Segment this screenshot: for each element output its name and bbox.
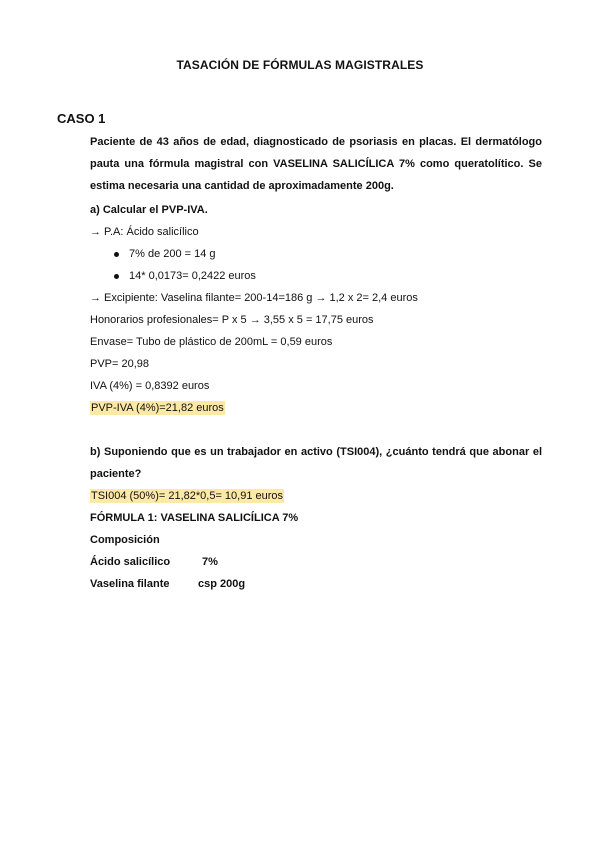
part-b-question: b) Suponiendo que es un trabajador en activo (TSI004), ¿cuánto tendrá que abonar el paciente?	[90, 446, 542, 480]
composition-row-value: csp 200g	[198, 578, 246, 590]
iva-line: IVA (4%) = 0,8392 euros	[90, 380, 210, 392]
bullet-item-cost: 14* 0,0173= 0,2422 euros	[129, 270, 256, 282]
case-intro-paragraph: Paciente de 43 años de edad, diagnosticado de psoriasis en placas. El dermatólogo pauta una fórmula magistral con VASELINA SALICÍLICA 7% como queratolítico. Se estima necesaria una cantidad de aproximadamente 200g.	[90, 136, 542, 192]
bullet-dot-icon	[114, 274, 119, 279]
excipient-line: → Excipiente: Vaselina filante= 200-14=186 g → 1,2 x 2= 2,4 euros	[90, 292, 418, 304]
case-heading: CASO 1	[57, 111, 106, 126]
part-a-heading: a) Calcular el PVP-IVA.	[90, 204, 208, 216]
fees-line: Honorarios profesionales= P x 5 → 3,55 x 5 = 17,75 euros	[90, 314, 374, 326]
composition-row-name: Ácido salicílico	[90, 556, 171, 568]
bullet-item-quantity: 7% de 200 = 14 g	[129, 248, 216, 260]
composition-row-name: Vaselina filante	[90, 578, 170, 590]
container-line: Envase= Tubo de plástico de 200mL = 0,59 euros	[90, 336, 333, 348]
document-title: TASACIÓN DE FÓRMULAS MAGISTRALES	[176, 58, 424, 72]
highlighted-result: TSI004 (50%)= 21,82*0,5= 10,91 euros	[91, 490, 284, 502]
composition-row-value: 7%	[202, 556, 218, 568]
pvp-line: PVP= 20,98	[90, 358, 150, 370]
part-b-answer	[90, 488, 284, 504]
composition-label: Composición	[90, 534, 160, 546]
active-ingredient-line: → P.A: Ácido salicílico	[90, 226, 199, 238]
pvp-iva-result	[90, 400, 225, 416]
formula-heading: FÓRMULA 1: VASELINA SALICÍLICA 7%	[90, 512, 299, 524]
bullet-dot-icon	[114, 252, 119, 257]
highlighted-result: PVP-IVA (4%)=21,82 euros	[91, 402, 224, 414]
